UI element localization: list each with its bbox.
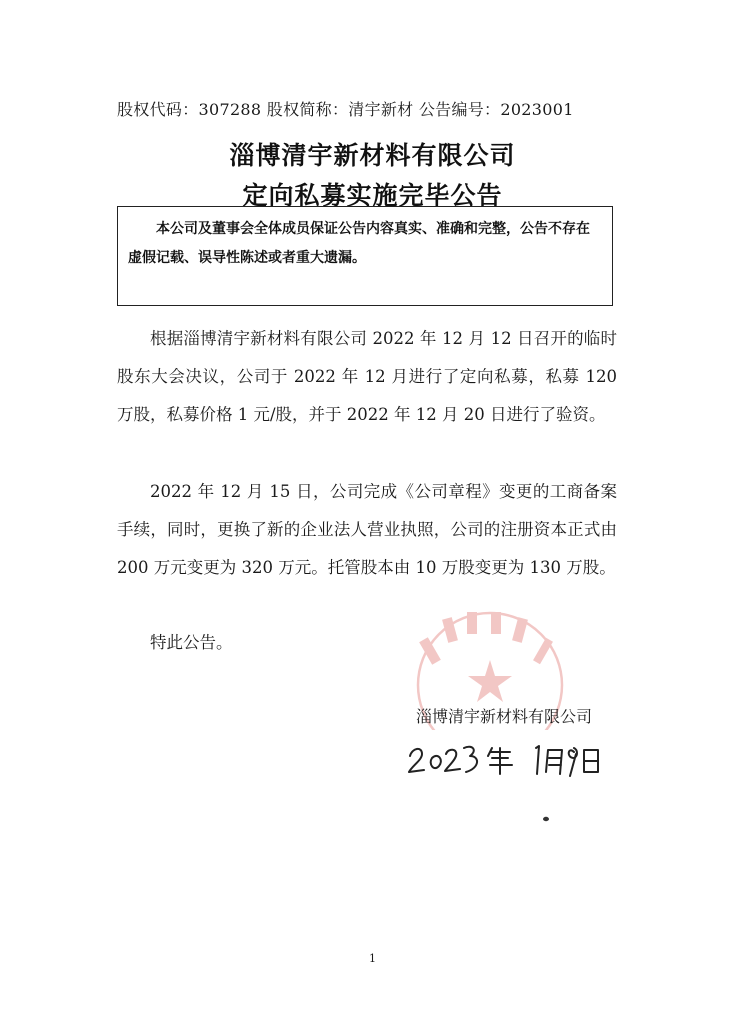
closing-paragraph: 特此公告。 [150,633,233,652]
disclaimer-box [117,206,613,306]
announcement-title: 定向私募实施完毕公告 [242,181,503,210]
body-paragraph: 根据淄博清宇新材料有限公司 2022 年 12 月 12 日召开的临时股东大会决议，公司于 2022 年 12 月进行了定向私募，私募 120 万股，私募价格 1 元/股，并于 2022 年 12 月 20 日进行了验资。 [117,329,617,424]
disclaimer-text: 本公司及董事会全体成员保证公告内容真实、准确和完整，公告不存在虚假记载、误导性陈述或者重大遗漏。 [128,221,590,266]
handwritten-date-signature [406,734,606,778]
page-number: 1 [369,952,376,965]
company-title: 淄博清宇新材料有限公司 [229,141,516,170]
body-paragraph: 2022 年 12 月 15 日，公司完成《公司章程》变更的工商备案手续，同时，更换了新的企业法人营业执照，公司的注册资本正式由 200 万元变更为 320 万元。托管股本由 10 万股变更为 130 万股。 [117,482,617,577]
signature-company: 淄博清宇新材料有限公司 [416,707,593,726]
stock-code-line: 股权代码：307288 股权简称：清宇新材 公告编号：2023001 [117,100,574,119]
ink-speck [542,815,550,823]
